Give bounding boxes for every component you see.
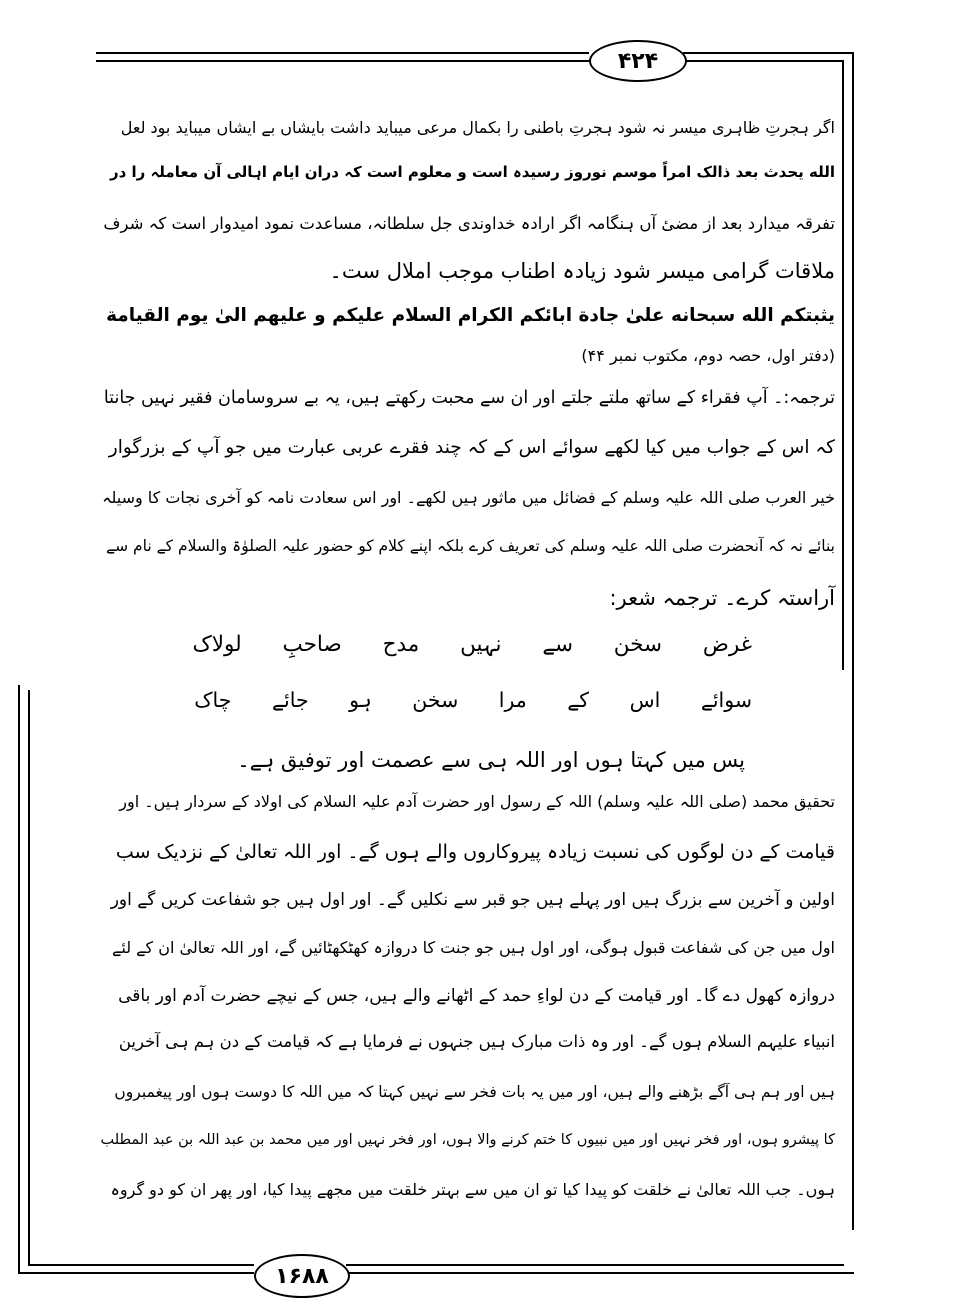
body-line-2: قیامت کے دن لوگوں کی نسبت زیادہ پیروکاروں والے ہوں گے۔ اور اللہ تعالیٰ کے نزدیک سب <box>115 841 835 863</box>
continuation-text <box>100 744 835 1224</box>
frame-bottom-rule-left-inner <box>28 1264 254 1266</box>
frame-bottom-rule-right <box>346 1272 854 1274</box>
translation-line-1: ترجمہ:۔ آپ فقراء کے ساتھ ملتے جلتے اور ان سے محبت رکھتے ہیں، یہ بے سروسامان فقیر نہیں جانتا <box>103 388 835 408</box>
translation-line-4: بنائے نہ کہ آنحضرت صلی اللہ علیہ وسلم کی تعریف کرے بلکہ اپنے کلام کو حضور علیہ الصلوٰۃ والسلام کے نام سے <box>106 537 835 555</box>
frame-bottom-rule-left <box>18 1272 254 1274</box>
frame-top-rule-right <box>683 52 853 54</box>
volume-page-number: ۱۶۸۸ <box>275 1263 329 1289</box>
persian-line-3: تفرقہ میدارد بعد از مضیٔ آں ہنگامہ اگر ارادہ خداوندی جل سلطانہ، مساعدت نمود امیدوار است کہ شرف <box>103 214 835 233</box>
frame-top-rule-right-inner <box>683 60 843 62</box>
arabic-benediction: یثبتکم الله سبحانه علیٰ جادة ابائکم الکرام السلام علیکم و علیهم الیٰ یوم القیامة <box>106 305 835 326</box>
body-line-3: اولین و آخرین سے بزرگ ہیں اور پہلے ہیں جو قبر سے نکلیں گے۔ اور اول ہیں جو شفاعت کریں گے اور <box>110 890 835 910</box>
body-line-6: انبیاء علیہم السلام ہوں گے۔ اور وہ ذات مبارک ہیں جنہوں نے فرمایا ہے کہ قیامت کے دن ہم ہی آخرین <box>118 1032 835 1051</box>
body-line-7: ہیں اور ہم ہی آگے بڑھنے والے ہیں، اور میں یہ بات فخر سے نہیں کہتا کہ میں اللہ کا دوست ہوں اور پیغمبروں <box>114 1083 835 1101</box>
body-intro: پس میں کہتا ہوں اور اللہ ہی سے عصمت اور توفیق ہے۔ <box>237 748 745 772</box>
source-reference: (دفتر اول، حصہ دوم، مکتوب نمبر ۴۴) <box>581 346 835 365</box>
frame-left-rule-inner <box>28 690 30 1265</box>
frame-top-rule-inner <box>96 60 589 62</box>
body-line-5: دروازہ کھول دے گا۔ اور قیامت کے دن لواءِ حمد کے اٹھانے والے ہیں، جس کے نیچے حضرت آدم اور باقی <box>118 986 835 1006</box>
page-number: ۴۲۴ <box>617 48 659 74</box>
translation-line-2: کہ اس کے جواب میں کیا لکھے سوائے اس کے کہ چند فقرے عربی عبارت میں جو آپ کے بزرگوار <box>108 437 835 458</box>
frame-bottom-rule-right-inner <box>346 1264 844 1266</box>
volume-page-number-badge <box>254 1254 350 1298</box>
body-line-4: اول میں جن کی شفاعت قبول ہوگی، اور اول ہیں جو جنت کا دروازہ کھٹکھٹائیں گے، اور اللہ تعالیٰ ان کے لئے <box>111 938 835 957</box>
translation-line-5: آراستہ کرے۔ ترجمہ شعر: <box>609 586 835 610</box>
frame-right-rule-outer <box>852 52 854 1230</box>
body-line-8: کا پیشرو ہوں، اور فخر نہیں اور میں نبیوں کا ختم کرنے والا ہوں، اور فخر نہیں اور میں محمد بن عبد اللہ بن عبد المطلب <box>100 1132 835 1148</box>
translation-line-3: خیر العرب صلی اللہ علیہ وسلم کے فضائل میں ماثور ہیں لکھے۔ اور اس سعادت نامہ کو آخری نجات کا وسیلہ <box>102 488 835 507</box>
frame-top-rule-outer <box>96 52 589 54</box>
persian-line-1: اگر ہجرتِ ظاہری میسر نہ شود ہجرتِ باطنی را بکمال مرعی میباید داشت بایشاں بے ایشاں میباید بود لعل <box>120 118 835 137</box>
body-line-1: تحقیق محمد (صلی اللہ علیہ وسلم) اللہ کے رسول اور حضرت آدم علیہ السلام کی اولاد کے سردار ہیں۔ اور <box>119 792 835 811</box>
frame-right-rule-inner <box>842 60 844 670</box>
page-number-badge <box>589 40 687 82</box>
verse-line-2: سوائے اس کے مرا سخن ہو جائے چاک <box>194 688 752 712</box>
body-line-9: ہوں۔ جب اللہ تعالیٰ نے خلقت کو پیدا کیا تو ان میں سے بہتر خلقت میں مجھے پیدا کیا، اور پھر ان کو دو گروہ <box>110 1180 835 1199</box>
frame-left-rule-outer <box>18 685 20 1273</box>
persian-line-2: الله یحدث بعد ذالک امراً موسم نوروز رسیدہ است و معلوم است کہ دران ایام اہالی آن معاملہ را در <box>109 163 835 181</box>
verse-line-1: غرض سخن سے نہیں مدح صاحبِ لولاک <box>192 632 752 657</box>
persian-line-4: ملاقات گرامی میسر شود زیادہ اطناب موجب املال ست۔ <box>329 259 835 283</box>
